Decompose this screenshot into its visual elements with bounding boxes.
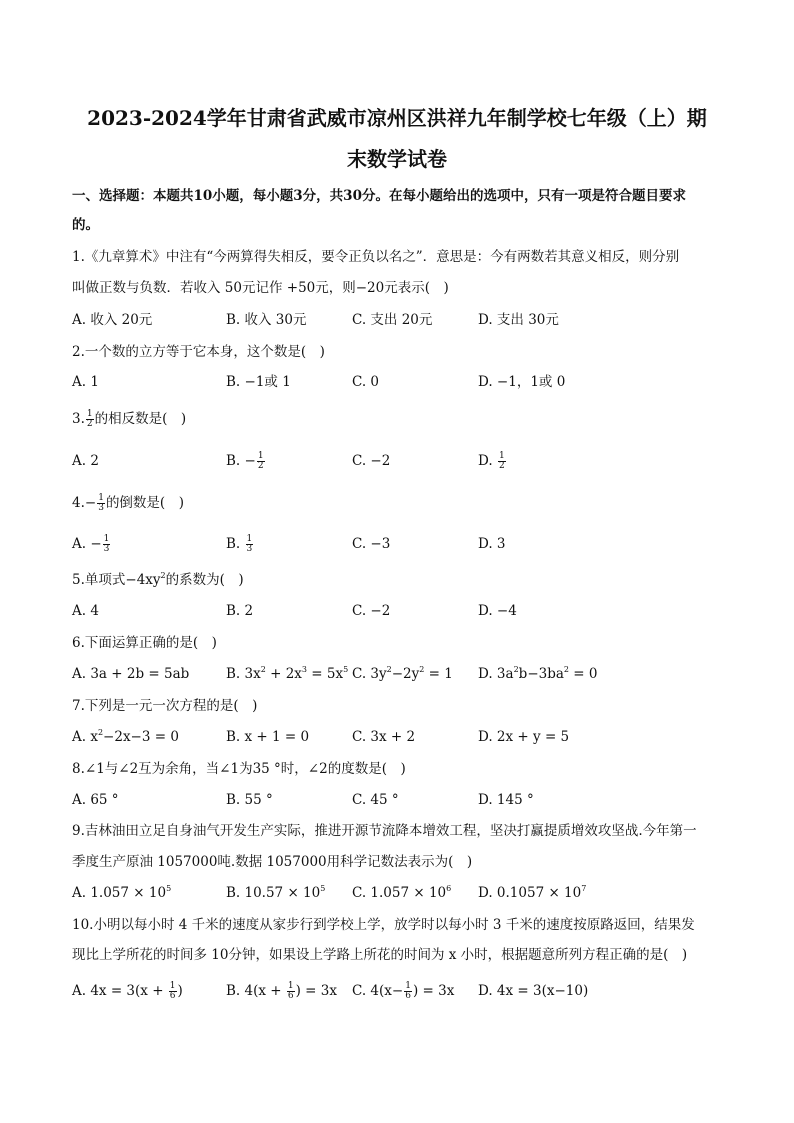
question-3-option-b [226, 452, 266, 471]
expr: A. x [72, 729, 98, 745]
question-5-option-a: A. 4 [72, 603, 99, 619]
question-9-line-1: 9.吉林油田立足自身油气开发生产实际，推进开源节流降本增效工程，坚决打赢提质增效攻坚战.今年第一 [72, 823, 697, 839]
expr: B. 3x [226, 666, 261, 682]
fraction-numerator: 1 [287, 981, 294, 991]
question-5-stem [72, 571, 732, 589]
expr: −2x−3 = 0 [103, 729, 179, 745]
question-7-option-c: C. 3x + 2 [352, 729, 416, 745]
exponent: 2 [160, 571, 166, 580]
exponent: 3 [301, 665, 308, 674]
expr: = 0 [569, 666, 598, 682]
expr: ) [177, 983, 183, 999]
exponent: 2 [260, 665, 266, 674]
question-4-option-a [72, 535, 111, 554]
exponent: 2 [563, 665, 569, 674]
exponent: 2 [97, 728, 104, 737]
question-6-option-d [478, 665, 597, 683]
question-1-option-b: B. 收入 30元 [226, 312, 307, 328]
question-10-option-d: D. 4x = 3(x−10) [478, 983, 589, 999]
section-heading-line-2: 的。 [72, 217, 99, 233]
fraction-denominator: 6 [405, 991, 411, 1001]
option-label: A. − [72, 536, 102, 552]
option-label: B. [226, 536, 245, 552]
question-4-fraction [97, 494, 105, 513]
question-7-stem: 7.下列是一元一次方程的是( ) [72, 698, 258, 714]
question-5-option-d: D. −4 [478, 603, 517, 619]
fraction-denominator: 3 [103, 544, 110, 554]
question-2-option-c: C. 0 [352, 374, 380, 390]
page-title-line-1: 2023-2024学年甘肃省武威市凉州区洪祥九年制学校七年级（上）期 [87, 106, 707, 130]
section-heading-line-1: 一、选择题：本题共10小题，每小题3分，共30分。在每小题给出的选项中，只有一项是符合题目要求 [72, 188, 686, 204]
fraction-numerator: 1 [86, 409, 93, 419]
question-3-option-d [478, 452, 507, 471]
fraction-numerator: 1 [103, 534, 110, 544]
question-10-option-a [72, 982, 183, 1001]
question-7-option-d: D. 2x + y = 5 [478, 729, 570, 745]
option-label: D. [478, 453, 497, 469]
expr: A. 1.057 × 10 [72, 885, 167, 901]
expr: A. 4x = 3(x + [72, 983, 168, 999]
question-6-option-a: A. 3a + 2b = 5ab [72, 666, 190, 682]
question-10-option-c [352, 982, 454, 1001]
question-4-option-b [226, 535, 254, 554]
question-10-option-b [226, 982, 337, 1001]
question-1-option-c: C. 支出 20元 [352, 312, 433, 328]
question-3-number: 3. [72, 411, 85, 427]
exponent: 5 [166, 884, 172, 893]
exponent: 6 [446, 884, 452, 893]
fraction-numerator: 1 [498, 451, 505, 461]
question-9-option-b [226, 884, 325, 902]
expr: ) = 3x [412, 983, 455, 999]
question-3-text: 的相反数是( ) [94, 411, 187, 427]
question-1-option-d: D. 支出 30元 [478, 312, 559, 328]
question-5-option-c: C. −2 [352, 603, 391, 619]
expr: D. 3a [478, 666, 514, 682]
question-3-stem [72, 410, 732, 429]
fraction-numerator: 1 [169, 981, 176, 991]
exponent: 7 [581, 884, 587, 893]
expr: C. 1.057 × 10 [352, 885, 447, 901]
question-8-option-b: B. 55 ° [226, 792, 273, 808]
expr: B. 4(x + [226, 983, 286, 999]
fraction-numerator: 1 [257, 451, 264, 461]
exponent: 2 [419, 665, 425, 674]
question-10-line-2: 现比上学所花的时间多 10分钟，如果设上学路上所花的时间为 x 小时，根据题意所列方程正确的是( ) [72, 947, 688, 963]
fraction-denominator: 6 [169, 991, 176, 1001]
question-9-option-a [72, 884, 171, 902]
question-4-option-d: D. 3 [478, 536, 506, 552]
expr: B. 10.57 × 10 [226, 885, 321, 901]
question-9-option-d [478, 884, 586, 902]
question-5-option-b: B. 2 [226, 603, 254, 619]
question-1-line-2: 叫做正数与负数．若收入 50元记作 +50元，则−20元表示( ) [72, 280, 449, 296]
question-2-option-b: B. −1或 1 [226, 374, 291, 390]
question-6-stem: 6.下面运算正确的是( ) [72, 635, 217, 651]
expr: = 5x [307, 666, 344, 682]
option-fraction [246, 535, 254, 554]
fraction-numerator: 1 [405, 981, 411, 991]
question-5-text: 5.单项式−4xy [72, 572, 161, 588]
question-7-option-a [72, 728, 179, 746]
fraction-numerator: 1 [246, 534, 253, 544]
option-fraction [169, 982, 177, 1001]
expr: −2y [391, 666, 420, 682]
page-title-line-2: 末数学试卷 [347, 147, 447, 171]
fraction-denominator: 2 [257, 461, 264, 471]
option-fraction [103, 535, 111, 554]
fraction-denominator: 3 [246, 544, 253, 554]
fraction-denominator: 3 [98, 503, 104, 513]
option-fraction [287, 982, 295, 1001]
expr: C. 3y [352, 666, 387, 682]
question-3-option-a: A. 2 [72, 453, 99, 469]
option-label: B. − [226, 453, 256, 469]
question-4-number: 4.− [72, 495, 97, 511]
question-2-option-a: A. 1 [72, 374, 99, 390]
expr: = 1 [424, 666, 453, 682]
question-10-line-1: 10.小明以每小时 4 千米的速度从家步行到学校上学，放学时以每小时 3 千米的速度按原路返回，结果发 [72, 917, 695, 933]
option-fraction [257, 452, 265, 471]
question-9-line-2: 季度生产原油 1057000吨.数据 1057000用科学记数法表示为( ) [72, 854, 473, 870]
fraction-denominator: 2 [86, 419, 93, 429]
option-fraction [498, 452, 506, 471]
option-fraction [404, 982, 412, 1001]
question-3-option-c: C. −2 [352, 453, 391, 469]
expr: ) = 3x [295, 983, 337, 999]
question-7-option-b: B. x + 1 = 0 [226, 729, 310, 745]
question-8-stem: 8.∠1与∠2互为余角，当∠1为35 °时，∠2的度数是( ) [72, 761, 406, 777]
expr: C. 4(x− [352, 983, 404, 999]
fraction-denominator: 6 [287, 991, 294, 1001]
question-4-option-c: C. −3 [352, 536, 391, 552]
question-4-stem [72, 494, 732, 513]
fraction-numerator: 1 [98, 493, 104, 503]
question-3-fraction [86, 410, 94, 429]
question-5-text-end: 的系数为( ) [165, 572, 244, 588]
question-6-option-b [226, 665, 348, 683]
fraction-denominator: 2 [498, 461, 505, 471]
exponent: 5 [320, 884, 326, 893]
question-2-option-d: D. −1，1或 0 [478, 374, 566, 390]
question-8-option-a: A. 65 ° [72, 792, 119, 808]
question-9-option-c [352, 884, 451, 902]
exponent: 2 [513, 665, 519, 674]
question-4-text: 的倒数是( ) [105, 495, 184, 511]
question-1-line-1: 1.《九章算术》中注有“今两算得失相反，要令正负以名之”．意思是：今有两数若其意义相反，则分别 [72, 249, 680, 265]
expr: D. 0.1057 × 10 [478, 885, 582, 901]
expr: + 2x [265, 666, 302, 682]
exponent: 5 [343, 665, 349, 674]
question-1-option-a: A. 收入 20元 [72, 312, 153, 328]
question-6-option-c [352, 665, 453, 683]
expr: b−3ba [518, 666, 564, 682]
exponent: 2 [386, 665, 392, 674]
question-2-stem: 2.一个数的立方等于它本身，这个数是( ) [72, 344, 325, 360]
question-8-option-c: C. 45 ° [352, 792, 399, 808]
question-8-option-d: D. 145 ° [478, 792, 534, 808]
